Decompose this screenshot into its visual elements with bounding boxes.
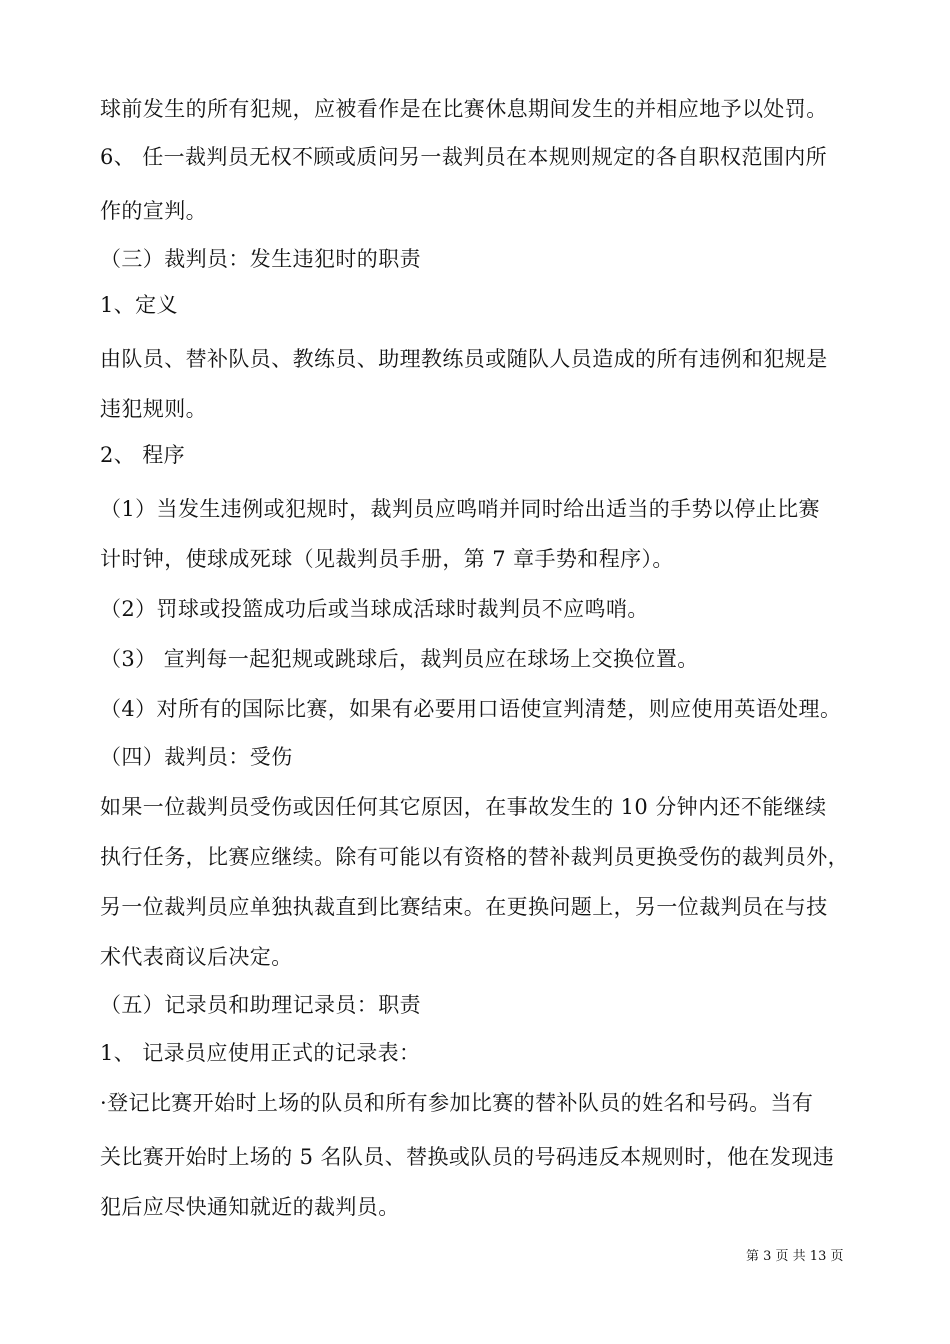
subheading: 1、定义 (100, 293, 178, 317)
text-line: （3） 宣判每一起犯规或跳球后，裁判员应在球场上交换位置。 (100, 647, 699, 671)
subheading: 1、 记录员应使用正式的记录表： (100, 1041, 421, 1065)
text-line: 球前发生的所有犯规，应被看作是在比赛休息期间发生的并相应地予以处罚。 (100, 97, 828, 121)
text-line: 关比赛开始时上场的 5 名队员、替换或队员的号码违反本规则时，他在发现违 (100, 1145, 835, 1169)
section-heading: （五）记录员和助理记录员：职责 (100, 993, 421, 1017)
text-line: （2）罚球或投篮成功后或当球成活球时裁判员不应鸣哨。 (100, 597, 649, 621)
text-line: ·登记比赛开始时上场的队员和所有参加比赛的替补队员的姓名和号码。当有 (100, 1091, 814, 1115)
text-line: 6、 任一裁判员无权不顾或质问另一裁判员在本规则规定的各自职权范围内所 (100, 145, 828, 169)
text-line: 执行任务，比赛应继续。除有可能以有资格的替补裁判员更换受伤的裁判员外， (100, 845, 849, 869)
page-number: 第 3 页 共 13 页 (746, 1249, 844, 1264)
text-line: 另一位裁判员应单独执裁直到比赛结束。在更换问题上，另一位裁判员在与技 (100, 895, 828, 919)
section-heading: （三）裁判员：发生违犯时的职责 (100, 247, 421, 271)
text-line: 如果一位裁判员受伤或因任何其它原因，在事故发生的 10 分钟内还不能继续 (100, 795, 827, 819)
section-heading: （四）裁判员：受伤 (100, 745, 293, 769)
text-line: 计时钟，使球成死球（见裁判员手册，第 7 章手势和程序）。 (100, 547, 674, 571)
text-line: 由队员、替补队员、教练员、助理教练员或随队人员造成的所有违例和犯规是 (100, 347, 828, 371)
text-line: 作的宣判。 (100, 199, 207, 223)
text-line: （4）对所有的国际比赛，如果有必要用口语使宣判清楚，则应使用英语处理。 (100, 697, 842, 721)
text-line: 违犯规则。 (100, 397, 207, 421)
text-line: 术代表商议后决定。 (100, 945, 293, 969)
text-line: 犯后应尽快通知就近的裁判员。 (100, 1195, 400, 1219)
text-line: （1）当发生违例或犯规时，裁判员应鸣哨并同时给出适当的手势以停止比赛 (100, 497, 820, 521)
subheading: 2、 程序 (100, 443, 186, 467)
